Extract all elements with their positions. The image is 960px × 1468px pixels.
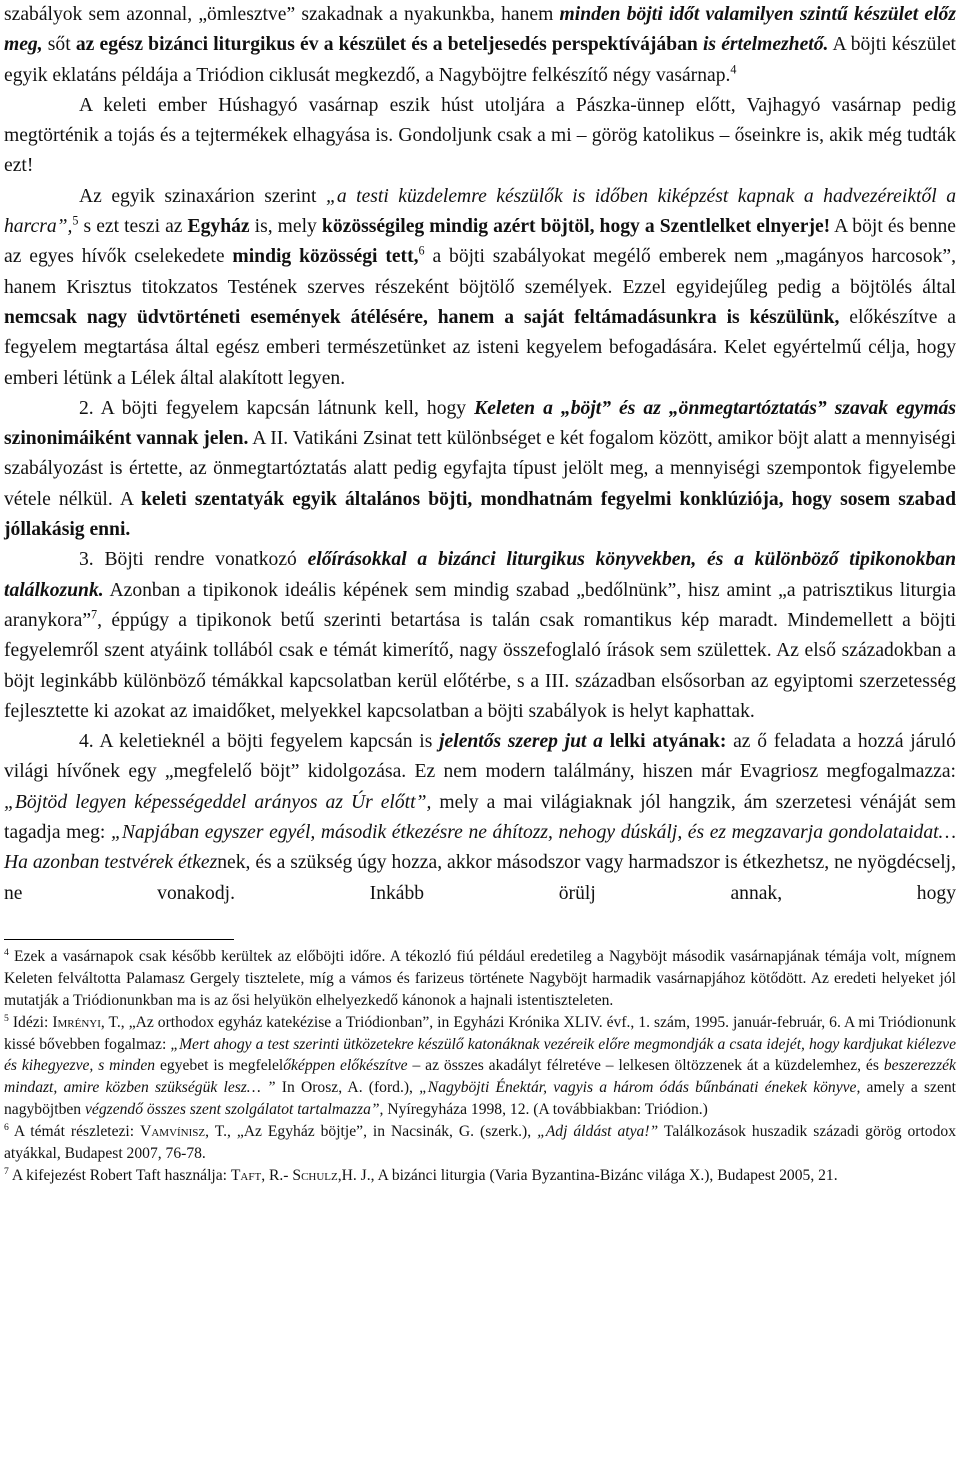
text-run: előkészítve a fegyelem megtartása által egész emberi természetünket az isteni kegyelem befogadására. Kelet egyértelmű célja, hogy emberi létünk a Lélek által alakított legyen. xyxy=(4,306,956,389)
footnotes xyxy=(4,946,956,1187)
text-run: „Napjában egyszer egyél, második étkezésre ne áhítozz, nehogy dúskálj, és ez megzavarja gondolataidat… Ha azonban testvérek étkez xyxy=(4,822,957,874)
text-run: 4. A keletieknél a böjti fegyelem kapcsán is xyxy=(79,731,440,753)
paragraph xyxy=(4,545,956,727)
text-run: , T., „Az Egyház böjtje”, in Nacsinák, G. (szerk.), xyxy=(205,1123,538,1141)
text-run: egyebet is megfelel xyxy=(155,1057,284,1075)
paragraph xyxy=(4,0,956,91)
text-run: jelentős szerep jut a xyxy=(439,731,603,753)
paragraph xyxy=(4,727,956,909)
text-run: közösségileg mindig azért böjtöl, hogy a Szentlelket elnyerje! xyxy=(321,216,831,238)
footnote-ref: 7 xyxy=(4,1165,9,1177)
text-run: őképpen előkészítve xyxy=(283,1057,408,1075)
text-run: „Böjtöd legyen képességeddel arányos az Úr előtt”, xyxy=(4,791,432,813)
text-run: A keleti ember Húshagyó vasárnap eszik húst utoljára a Pászka-ünnep előtt, Vajhagyó vasárnap pedig megtörténik a tojás és a tejtermékek elhagyása is. Gondoljunk csak a mi – görög katolikus – őseinkre is, akik még tudták ezt! xyxy=(4,94,956,177)
text-run: Találkozások huszadik századi görög ortodox atyákkal, Budapest 2007, 76-78. xyxy=(4,1123,956,1163)
text-run: minden böjti időt valamilyen szintű készület előz meg, xyxy=(4,4,956,56)
text-run: – az összes akadályt félretéve – lelkesen öltözzenek át a küzdelemhez, és xyxy=(407,1057,884,1075)
footnote xyxy=(4,1165,956,1187)
text-run: mely a mai világiaknak jól hangzik, ám szerzetesi vénáját sem tagadja meg: xyxy=(4,791,956,844)
text-run: szabályok sem azonnal, „ömlesztve” szakadnak a nyakunkba, hanem xyxy=(4,4,560,25)
text-run: „Adj áldást atya!” xyxy=(537,1123,659,1141)
text-run: mindig közösségi tett, xyxy=(232,246,419,268)
text-run: Azonban a tipikonok ideális képének sem mindig szabad „bedőlnünk”, hisz amint „a patrisztikus liturgia aranykora” xyxy=(4,579,956,631)
text-run: nek, és a szükség úgy hozza, akkor másodszor vagy harmadszor is étkezhetsz, ne nyögdécselj, ne vonakodj. Inkább örülj annak, hogy xyxy=(4,852,957,904)
footnote xyxy=(4,1121,956,1165)
text-run: In Orosz, A. (ford.), xyxy=(275,1079,420,1097)
text-run: , éppúgy a tipikonok betű szerinti betartása is talán csak romantikus kép maradt. Mindemellett a böjti fegyelemről szent atyáink tollából csak e témát kimerítő, nagy összefoglaló írások sem születtek. Az első századokban a böjt leginkább különböző témákkal kapcsolatban kerül előtérbe, s a III. században elsősorban az egyiptomi szerzetesség fejlesztette ki azokat az imaidőket, melyekkel kapcsolatban a böjti szabályok is helyt kaphattak. xyxy=(4,609,956,722)
text-run: Schulz, xyxy=(292,1166,342,1184)
text-run: a böjti szabályokat megélő emberek nem „magányos harcosok”, hanem Krisztus titokzatos Testének szerves részeként böjtölő személyek. Ezzel egyidejűleg pedig a böjtölés által xyxy=(4,246,956,298)
text-run: A témát részletezi: xyxy=(8,1123,141,1141)
text-run: „Mert ahogy a test szerinti ütközetekre készülő katonáknak vezéreik előre megmondják a csata idejét, hogy kardjukat kiélezve és kihegyezve, s minden xyxy=(4,1035,956,1075)
text-run: is értelmezhető. xyxy=(702,34,829,56)
text-run: , T., „Az orthodox egyház katekézise a Triódionban”, in Egyházi Krónika XLIV. évf., 1. szám, 1995. január-február, 6. A mi Triódionunk kissé bővebben fogalmaz: xyxy=(4,1013,957,1053)
text-run: A II. Vatikáni Zsinat tett különbséget e két fogalom között, amikor böjt alatt a mennyiségi szabályozást is értette, az önmegtartóztatás alatt pedig egyfajta típust jelölt meg, a mennyiségi szempontok figyelembe vétele nélkül. A xyxy=(4,428,957,510)
paragraph xyxy=(4,394,956,545)
text-run: H. J., A bizánci liturgia (Varia Byzantina-Bizánc világa X.), Budapest 2005, 21. xyxy=(341,1166,838,1184)
text-run: Az egyik szinaxárion szerint xyxy=(79,185,326,207)
footnote-ref: 6 xyxy=(4,1121,9,1133)
text-run: Vamvínisz xyxy=(140,1123,206,1141)
text-run: sőt xyxy=(42,34,76,56)
footnote xyxy=(4,1012,956,1122)
text-run: amely a szent nagyböjtben xyxy=(4,1079,956,1119)
text-run: Keleten a „böjt” és az „önmegtartóztatás” szavak egymás xyxy=(474,397,956,419)
text-run: előírásokkal a bizánci liturgikus könyvekben, és a különböző tipikonokban találkozunk. xyxy=(4,549,956,601)
text-run: az egész bizánci liturgikus év a készület és a beteljesedés perspektívájában xyxy=(75,34,703,56)
text-run: 3. Böjti rendre vonatkozó xyxy=(79,549,308,571)
footnote-ref: 6 xyxy=(418,243,425,258)
text-run: „a testi küzdelemre készülők is időben kiképzést kapnak a hadvezéreiktől a harcra”, xyxy=(4,185,956,238)
footnote-ref: 4 xyxy=(730,62,737,77)
text-run: az ő feladata a hozzá járuló világi hívőnek egy „megfelelő böjt” kidolgozása. Ez nem modern találmány, hiszen már Evagriosz megfogalmazza: xyxy=(4,731,956,783)
paragraph xyxy=(4,182,956,394)
main-text xyxy=(4,0,956,909)
text-run: A böjt és benne az egyes hívők cselekedete xyxy=(4,216,957,268)
text-run: „Nagyböjti Énektár, vagyis a három ódás bűnbánati énekek könyve, xyxy=(419,1079,861,1097)
text-run: Imrényi xyxy=(52,1013,101,1031)
text-run: végzendő összes szent szolgálatot tartalmazza”, xyxy=(84,1101,384,1119)
text-run: Egyház xyxy=(187,216,250,238)
footnote-ref: 7 xyxy=(91,607,98,622)
footnote-ref: 4 xyxy=(4,946,9,958)
text-run: A böjti készület egyik eklatáns példája a Triódion ciklusát megkezdő, a Nagyböjtre felkészítő négy vasárnap. xyxy=(4,34,957,86)
text-run: beszerezzék mindazt, amire közben szükségük lesz… ” xyxy=(4,1057,956,1097)
text-run: keleti szentatyák egyik általános böjti, mondhatnám fegyelmi konklúziója, hogy sosem szabad jóllakásig enni. xyxy=(4,488,956,541)
text-run: Ezek a vasárnapok csak később kerültek az előböjti időre. A tékozló fiú például eredetileg a Nagyböjt második vasárnapjának témája volt, mígnem Keleten felváltotta Palamasz Gergely tisztelete, míg a vámos és farizeus története Nagyböjt harmadik vasárnapjához kötődött. Az eredeti helyeket jól mutatják a Triódionunkban ma is az ősi helyükön elhelyezkedő kánonok a hajnali istentiszteleten. xyxy=(4,947,956,1009)
text-run: A kifejezést Robert Taft használja: xyxy=(8,1166,231,1184)
text-run: 2. A böjti fegyelem kapcsán látnunk kell, hogy xyxy=(79,397,475,419)
text-run: Idézi: xyxy=(8,1013,53,1031)
text-run: Nyíregyháza 1998, 12. (A továbbiakban: Triódion.) xyxy=(383,1101,708,1119)
text-run: , R.- xyxy=(261,1166,293,1184)
footnote-separator xyxy=(4,939,234,940)
text-run: szinonimáiként vannak jelen. xyxy=(4,428,249,450)
text-run: nemcsak nagy üdvtörténeti események átélésére, hanem a saját feltámadásunkra is készülünk, xyxy=(4,306,840,328)
text-run: lelki atyának: xyxy=(602,731,727,753)
text-run: is, mely xyxy=(249,216,322,238)
text-run: s ezt teszi az xyxy=(78,216,188,238)
text-run: Taft xyxy=(230,1166,262,1184)
footnote xyxy=(4,946,956,1012)
footnote-ref: 5 xyxy=(4,1012,9,1024)
paragraph xyxy=(4,91,956,182)
footnote-ref: 5 xyxy=(72,213,79,228)
